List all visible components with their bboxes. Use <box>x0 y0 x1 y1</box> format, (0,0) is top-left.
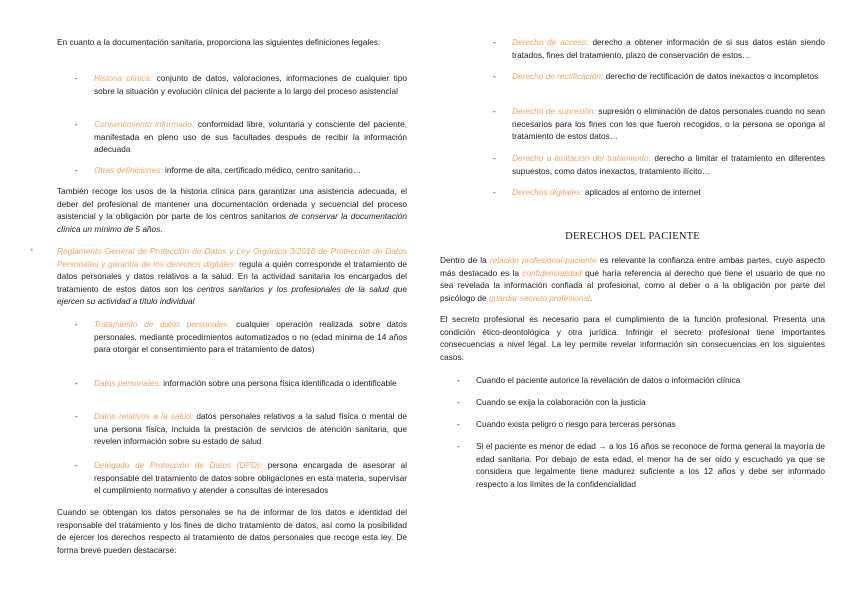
p1-text-c: es relevante la confianza entre ambas partes, cuyo aspecto más destacado es la <box>440 255 825 278</box>
p1-term-relacion: relación profesional-paciente <box>489 255 597 265</box>
definition-historia-clinica <box>75 72 407 97</box>
right-derechos-digitales <box>493 186 825 199</box>
p1-text-a: Dentro de la <box>440 255 490 265</box>
usos-italic: de conservar la documentación clínica un mínimo de 5 años <box>57 211 407 234</box>
definition-term: Historia clínica: <box>94 73 153 83</box>
definition-term: Delegado de Protección de Datos (DPD): <box>94 460 263 470</box>
reg-def-dpd <box>75 459 407 497</box>
final-paragraph: Cuando se obtengan los datos personales se ha de informar de los datos e identidad del responsable del tratamiento y los fines de dicho tratamiento de datos, así como la posibilidad de ejercer los derechos respecto al tratamiento de datos personales que recoge esta ley. De forma breve pueden destacarse: <box>57 507 407 555</box>
definition-term: Consentimiento informado: <box>94 119 195 129</box>
section-heading: DERECHOS DEL PACIENTE <box>565 231 700 242</box>
case-menor <box>457 440 825 490</box>
right-text: derecho a obtener información de si sus datos están siendo tratados, fines del tratamiento, plazo de conservación de estos… <box>512 37 825 60</box>
bullet-marker: • <box>30 245 34 255</box>
dash-marker: - <box>75 165 78 175</box>
case-text: Si el paciente es menor de edad → a los 16 años se reconoce de forma general la mayoría de edad sanitaria. Por debajo de esta edad, el menor ha de ser oído y escuchado ya que se considera que legalmente tiene madurez suficiente a los 12 años y debe ser informado respecto a los límites de la confidencialidad <box>476 441 825 489</box>
definition-text: persona encargada de asesorar al responsable del tratamiento de datos sobre obligaciones en esta materia, supervisar el cumplimiento normativo y atender a consultas de interesados <box>94 460 407 496</box>
definition-term: Datos relativos a la salud: <box>94 411 194 421</box>
reglamento-bullet <box>30 245 407 308</box>
right-derecho-supresion <box>493 105 825 143</box>
dash-marker: - <box>75 119 78 129</box>
dash-marker: - <box>75 378 78 388</box>
confidencialidad-paragraph <box>440 254 825 304</box>
reglamento-title: Reglamento General de Protección de Datos y Ley Orgánica 3/2018 de Protección de Datos Personales y garantía de los derechos digitales: <box>57 246 407 269</box>
dash-marker: - <box>457 419 460 429</box>
case-peligro <box>457 418 825 431</box>
secreto-paragraph: El secreto profesional es necesario para el cumplimiento de la función profesional. Presenta una condición ético-deontológica y otra jurídica. Infringir el secreto profesional tiene importantes consecuencias a nivel legal. La ley permite revelar información sin consecuencias en los siguientes casos: <box>440 314 825 362</box>
definition-otras <box>75 164 407 177</box>
intro-paragraph: En cuanto a la documentación sanitaria, proporciona las siguientes definiciones legales: <box>57 37 381 47</box>
right-term: Derecho a limitación del tratamiento: <box>512 153 651 163</box>
case-justicia <box>457 396 825 409</box>
definition-text: datos personales relativos a la salud física o mental de una persona física, incluida la prestación de servicios de atención sanitaria, que revelen información sobre su estado de salud <box>94 411 407 447</box>
p1-text-e: que haría referencia al derecho que tiene el usuario de que no sea revelada la información confiada al profesional, como al deber o a la obligación por parte del psicólogo de <box>440 267 826 303</box>
usos-paragraph <box>57 185 407 235</box>
dash-marker: - <box>493 37 496 47</box>
case-autorice <box>457 374 825 387</box>
right-term: Derecho de rectificación: <box>512 71 604 81</box>
dash-marker: - <box>457 441 460 451</box>
definition-text: informe de alta, certificado médico, centro sanitario… <box>162 165 362 175</box>
dash-marker: - <box>75 411 78 421</box>
definition-text: información sobre una persona física identificada o identificable <box>160 378 397 388</box>
right-derecho-rectificacion <box>493 70 825 83</box>
reg-def-tratamiento <box>75 318 407 356</box>
right-text: supresión o eliminación de datos personales cuando no sean necesarios para los fines con los que fueron recogidos, o la persona se oponga al tratamiento de estos datos… <box>512 106 825 142</box>
reglamento-italic: centros sanitarios y los profesionales de la salud que ejercen su actividad a título individual <box>57 283 407 307</box>
right-term: Derecho de supresión: <box>512 106 596 116</box>
dash-marker: - <box>493 187 496 197</box>
right-derecho-acceso <box>493 36 825 61</box>
usos-text: También recoge los usos de la historia clínica para garantizar una asistencia adecuada, el deber del profesional de mantener una documentación ordenada y secuencial del proceso asistencial y la obligación por parte de los centros sanitarios <box>57 186 407 222</box>
reg-def-datos-personales <box>75 377 407 390</box>
right-text: derecho de rectificación de datos inexactos o incompletos <box>603 71 819 81</box>
definition-text: conformidad libre, voluntaria y consciente del paciente, manifestada en pleno uso de sus facultades después de recibir la información adecuada <box>94 119 408 155</box>
p1-text-g: . <box>589 292 593 303</box>
right-term: Derecho de acceso: <box>512 37 589 47</box>
definition-consentimiento <box>75 118 408 156</box>
definition-term: Otras definiciones: <box>94 165 163 175</box>
dash-marker: - <box>75 73 78 83</box>
dash-marker: - <box>457 375 460 385</box>
right-text: derecho a limitar el tratamiento en diferentes supuestos, como datos inexactos, tratamiento ilícito… <box>512 153 825 176</box>
p1-term-secreto: guardar secreto profesional <box>488 292 590 303</box>
reglamento-text: regula a quién corresponde el tratamiento de datos personales y datos relativos a la salud. En la actividad sanitaria los encargados del tratamiento de estos datos son los <box>57 258 407 294</box>
dash-marker: - <box>457 397 460 407</box>
dash-marker: - <box>75 460 78 470</box>
definition-text: cualquier operación realizada sobre datos personales, mediante procedimientos automatizados o no (edad mínima de 14 años para otorgar el consentimiento para el tratamiento de datos) <box>94 319 407 355</box>
definition-text: conjunto de datos, valoraciones, informaciones de cualquier tipo sobre la situación y evolución clínica del paciente a lo largo del proceso asistencial <box>94 73 407 96</box>
dash-marker: - <box>75 319 78 329</box>
dash-marker: - <box>493 106 496 116</box>
right-term: Derechos digitales: <box>512 187 583 197</box>
case-text: Cuando exista peligro o riesgo para terceras personas <box>476 419 676 429</box>
case-text: Cuando el paciente autorice la revelación de datos o información clínica <box>476 375 741 385</box>
right-derecho-limitacion <box>493 152 825 177</box>
definition-term: Tratamiento de datos personales: <box>94 319 230 329</box>
right-text: aplicados al entorno de internet <box>582 187 701 197</box>
dash-marker: - <box>493 153 496 163</box>
p1-term-confidencialidad: confidencialidad <box>522 267 582 278</box>
case-text: Cuando se exija la colaboración con la justicia <box>476 397 646 407</box>
definition-term: Datos personales: <box>94 378 161 388</box>
reg-def-datos-salud <box>75 410 407 448</box>
usos-end: . <box>160 223 163 234</box>
dash-marker: - <box>493 71 496 81</box>
